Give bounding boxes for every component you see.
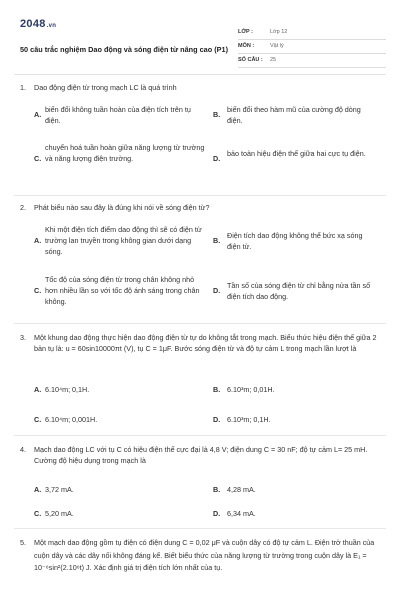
meta-value: 25 bbox=[270, 57, 277, 63]
question-number: 3. bbox=[20, 333, 26, 342]
option-label: D. bbox=[213, 509, 221, 518]
option-text: 6,34 mA. bbox=[227, 509, 256, 518]
meta-row-subject bbox=[238, 40, 386, 54]
option-label: B. bbox=[213, 485, 221, 494]
question-number: 4. bbox=[20, 445, 26, 454]
option-label: B. bbox=[213, 110, 221, 119]
option-text: Tốc độ của sóng điện từ trong chân không nhỏ hơn nhiều lần so với tốc độ ánh sáng trong chân không. bbox=[45, 275, 200, 306]
meta-key: SỐ CÂU : bbox=[238, 57, 263, 63]
question-number: 2. bbox=[20, 203, 26, 212]
meta-table bbox=[238, 26, 386, 68]
option-text: 5,20 mA. bbox=[45, 509, 74, 518]
question-2 bbox=[20, 202, 380, 322]
question-number: 5. bbox=[20, 538, 26, 547]
option-text: 4,28 mA. bbox=[227, 485, 256, 494]
meta-key: MÔN : bbox=[238, 43, 255, 49]
question-divider bbox=[14, 195, 386, 196]
option-label: D. bbox=[213, 154, 221, 163]
question-divider bbox=[14, 323, 386, 324]
question-5 bbox=[20, 537, 380, 597]
option-text: bảo toàn hiệu điện thế giữa hai cực tụ điện. bbox=[227, 149, 366, 158]
option-label: A. bbox=[34, 385, 42, 394]
question-text: Dao động điện từ trong mạch LC là quá trình bbox=[34, 83, 177, 92]
option-label: B. bbox=[213, 236, 221, 245]
option-label: B. bbox=[213, 385, 221, 394]
option-text: 6.10³m; 0,1H. bbox=[227, 415, 271, 424]
header-divider bbox=[14, 74, 386, 75]
option-text: biến đổi theo hàm mũ của cường độ dòng điện. bbox=[227, 105, 361, 125]
option-label: D. bbox=[213, 286, 221, 295]
option-label: A. bbox=[34, 485, 42, 494]
meta-key: LỚP : bbox=[238, 29, 253, 35]
option-text: Khi một điện tích điểm dao động thì sẽ có điện từ trường lan truyền trong không gian dưới dạng sóng. bbox=[45, 225, 202, 256]
question-text: Một mạch dao động gồm tụ điện có điện dung C = 0,02 μF và cuộn dây có độ tự cảm L. Điện trở thuần của cuộn dây và các dây nối không đáng kể. Biết biểu thức của năng lượng từ trường trong cuộn dây là E₁ = 10⁻⁶sin²(2.10⁶t) J. Xác định giá trị điện tích lớn nhất của tụ. bbox=[34, 538, 375, 572]
option-text: biến đổi không tuần hoàn của điện tích trên tụ điện. bbox=[45, 105, 191, 125]
option-label: C. bbox=[34, 154, 42, 163]
meta-row-count bbox=[238, 54, 386, 68]
question-text: Mạch dao động LC với tụ C có hiệu điện thế cực đại là 4,8 V; điện dung C = 30 nF; độ tự cảm L= 25 mH. Cường độ hiệu dụng trong mạch là bbox=[34, 445, 368, 465]
page-title: 50 câu trắc nghiệm Dao động và sóng điện từ nâng cao (P1) bbox=[20, 45, 229, 54]
question-text: Một khung dao động thực hiện dao động điện từ tự do không tắt trong mạch. Biểu thức hiệu điện thế giữa 2 bản tụ là: u = 60sin10000πt (V), tụ C = 1μF. Bước sóng điện từ và độ tự cảm L trong mạch lần lượt là bbox=[34, 333, 377, 353]
meta-value: Lớp 12 bbox=[270, 29, 288, 35]
question-divider bbox=[14, 435, 386, 436]
option-text: 6.10⁴m; 0,001H. bbox=[45, 415, 98, 424]
logo-text: 2048 bbox=[20, 18, 46, 30]
option-label: C. bbox=[34, 286, 42, 295]
site-logo[interactable] bbox=[20, 18, 56, 30]
meta-row-class bbox=[238, 26, 386, 40]
option-label: D. bbox=[213, 415, 221, 424]
option-label: C. bbox=[34, 415, 42, 424]
logo-suffix: .vn bbox=[46, 23, 57, 29]
option-text: 6.10³m; 0,01H. bbox=[227, 385, 275, 394]
question-number: 1. bbox=[20, 83, 26, 92]
option-text: 3,72 mA. bbox=[45, 485, 74, 494]
option-text: Tần số của sóng điện từ chỉ bằng nửa tần số điện tích dao động. bbox=[227, 281, 371, 301]
meta-value: Vật lý bbox=[270, 43, 284, 49]
question-1 bbox=[20, 82, 380, 197]
question-text: Phát biểu nào sau đây là đúng khi nói về sóng điện từ? bbox=[34, 203, 210, 212]
option-label: A. bbox=[34, 236, 42, 245]
option-text: 6.10⁴m; 0,1H. bbox=[45, 385, 90, 394]
option-label: A. bbox=[34, 110, 42, 119]
option-text: chuyển hoá tuần hoàn giữa năng lượng từ trường và năng lượng điện trường. bbox=[45, 143, 205, 163]
question-4 bbox=[20, 444, 380, 524]
document-header bbox=[14, 12, 386, 68]
question-divider bbox=[14, 528, 386, 529]
question-3 bbox=[20, 332, 380, 432]
option-text: Điện tích dao động không thể bức xạ sóng điện từ. bbox=[227, 231, 363, 251]
option-label: C. bbox=[34, 509, 42, 518]
